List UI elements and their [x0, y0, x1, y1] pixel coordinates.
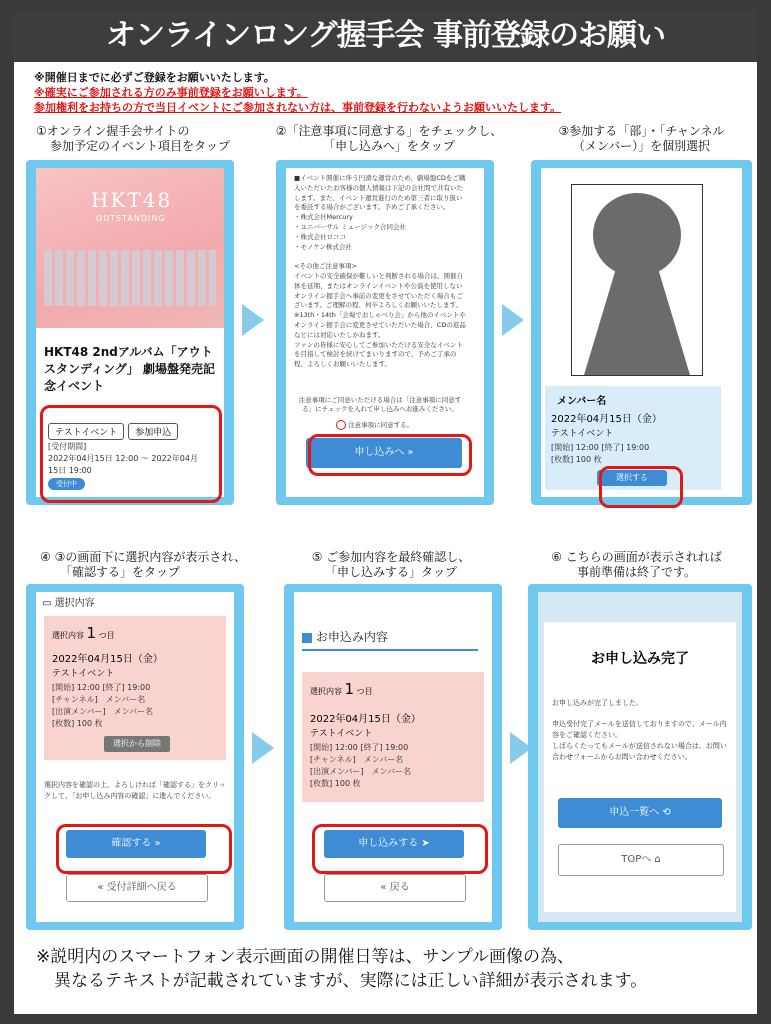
- step3-title-line1: ③参加する「部」・「チャンネル: [558, 124, 725, 138]
- step4-title-line2: 「確認する」をタップ: [60, 565, 181, 579]
- highlight-box: [40, 405, 222, 503]
- step5-title-line2: 「申し込みする」タップ: [324, 565, 457, 579]
- completion-line1: お申し込みが完了しました。: [552, 699, 643, 707]
- member-photo-placeholder: [571, 184, 703, 376]
- selection-num: 1: [86, 624, 97, 642]
- page-title: オンラインロング握手会 事前登録のお願い: [14, 10, 757, 62]
- selection-card: [44, 616, 226, 760]
- notice-list: [34, 70, 744, 115]
- step2-title-line2: 「申し込みへ」をタップ: [323, 139, 455, 153]
- footer-line2: 異なるテキストが記載されていますが、実際には正しい詳細が表示されます。: [54, 971, 648, 991]
- footer-line1: ※説明内のスマートフォン表示画面の開催日等は、サンプル画像の為、: [36, 947, 575, 967]
- apply-next-button[interactable]: 申し込みへ »: [306, 438, 462, 468]
- step3-title-line2: （メンバー）」を個別選択: [572, 139, 711, 153]
- event-name: テストイベント: [551, 429, 614, 439]
- ticket-count: [枚数] 100 枚: [52, 719, 103, 728]
- step2-phone: [276, 160, 494, 505]
- application-header: [302, 628, 478, 651]
- highlight-box: [308, 434, 472, 476]
- completion-message: [552, 698, 728, 763]
- completion-line2: 申込受付完了メールを送信しておりますので、メール内容をご確認ください。: [552, 720, 727, 739]
- selection-num: 1: [344, 680, 355, 698]
- event-name: テストイベント: [52, 669, 115, 679]
- remove-selection-button[interactable]: 選択から削除: [104, 736, 170, 752]
- step4-phone: [26, 584, 244, 930]
- channel: [チャンネル] メンバー名: [52, 695, 146, 704]
- square-icon: [302, 633, 312, 643]
- back-to-details-button[interactable]: « 受付詳細へ戻る: [66, 874, 208, 902]
- step1-title-line2: 参加予定のイベント項目をタップ: [50, 139, 231, 153]
- step1-title-line1: ①オンライン握手会サイトの: [36, 124, 190, 138]
- event-date: 2022年04月15日（金）: [310, 714, 421, 725]
- event-title[interactable]: HKT48 2ndアルバム「アウトスタンディング」 劇場盤発売記念イベント: [44, 345, 215, 393]
- hero-logo: HKT48: [91, 188, 173, 212]
- notice-3: 参加権利をお持ちの方で当日イベントにご参加されない方は、事前登録を行わないようお願いいたします。: [34, 101, 562, 114]
- back-button[interactable]: « 戻る: [324, 874, 466, 902]
- channel: [チャンネル] メンバー名: [310, 755, 404, 764]
- hero-subtitle: OUTSTANDING: [96, 214, 166, 223]
- completion-heading: お申し込み完了: [591, 651, 689, 667]
- highlight-box: [599, 466, 683, 508]
- selection-label: 選択内容: [310, 687, 342, 696]
- tag-test-event: テストイベント: [48, 423, 124, 440]
- notice-2: ※確実にご参加される方のみ事前登録をお願いします。: [34, 86, 308, 99]
- agree-checkbox-label: 注意事項に同意する。: [348, 421, 414, 429]
- selection-suffix: つ目: [98, 631, 115, 640]
- event-name: テストイベント: [310, 729, 373, 739]
- selection-suffix: つ目: [356, 687, 373, 696]
- submit-application-button[interactable]: 申し込みする ➤: [324, 830, 464, 858]
- ticket-count: [枚数] 100 枚: [551, 455, 602, 464]
- select-button[interactable]: 選択する: [597, 470, 667, 486]
- highlight-box: [56, 824, 232, 874]
- event-hero-image[interactable]: [36, 168, 224, 328]
- step6-title: [519, 550, 754, 580]
- step2-title: [264, 124, 514, 154]
- ticket-count: [枚数] 100 枚: [310, 779, 361, 788]
- footer-note: [36, 945, 756, 993]
- confirm-button[interactable]: 確認する »: [66, 830, 206, 858]
- performing-member: [出演メンバー] メンバー名: [52, 707, 154, 716]
- step5-title-line1: ⑤ ご参加内容を最終確認し、: [311, 550, 471, 564]
- performing-member: [出演メンバー] メンバー名: [310, 767, 412, 776]
- step3-phone: [531, 160, 752, 505]
- highlight-box: [312, 824, 488, 874]
- selection-header-label: 選択内容: [54, 598, 95, 609]
- silhouette-icon: [572, 185, 702, 375]
- event-time: [開始] 12:00 [終了] 19:00: [551, 443, 650, 452]
- member-name: メンバー名: [557, 396, 607, 407]
- event-time: [開始] 12:00 [終了] 19:00: [52, 683, 151, 692]
- group-photo: [44, 250, 216, 306]
- notice-text: ■イベント開催に伴う円滑な運営のため、劇場盤CDをご購入いただいたお客様の個人情報は下記の会社間で共有いたします。また、イベント運営進行のため第三者に取り扱いを委託する場合がございます。予めご了承ください。 ・株式会社Mercury ・ユニバーサル ミュージック合同会社 ・株式会社ロココ ・モノケン株式会社 <その他ご注意事項> イベントの安全確保が難しいと判断される場合は、開催自体を延期、またはオンラインイベントや公演を使用しないオンライン握手会へ事前の変更をさせていただく場合もございます。ご理解の程、何卒よろしくお願いいたします。 ※13th・14th「会場でおしゃべり会」から他のイベントやオンライン握手会に変更させていただいた場合、CDの返品などには対応いたしかねます。 ファンの皆様に安心してご参加いただける安全なイベントを目指して検討を続けてまいりますので、予めご了承の程、よろしくお願いいたします。: [294, 174, 466, 369]
- step1-phone: [26, 160, 234, 505]
- agree-instruction: 注意事項にご同意いただける場合は「注意事項に同意する」にチェックを入れて申し込みへお進みください。: [298, 396, 462, 413]
- application-header-label: お申込み内容: [315, 630, 388, 644]
- selection-label: 選択内容: [52, 631, 84, 640]
- selection-number: [310, 680, 373, 698]
- top-page-button[interactable]: TOPへ ⌂: [558, 844, 724, 876]
- step5-phone: [284, 584, 502, 930]
- step5-title: [276, 550, 506, 580]
- step3-screen: [541, 168, 742, 497]
- period-value: 2022年04月15日 12:00 〜 2022年04月15日 19:00: [48, 454, 198, 475]
- next-arrow-icon: [502, 304, 524, 336]
- tag-apply: 参加申込: [128, 423, 178, 440]
- step4-title: [40, 550, 280, 580]
- step6-title-line1: ⑥ こちらの画面が表示されれば: [551, 550, 722, 564]
- event-date: 2022年04月15日（金）: [551, 414, 662, 425]
- agree-checkbox[interactable]: [336, 420, 346, 430]
- confirm-instruction: 選択内容を確認の上、よろしければ「確認する」をクリックして、「お申し込み内容の確認」に進んでください。: [44, 781, 226, 800]
- step6-screen: [538, 592, 742, 922]
- step4-title-line1: ④ ③の画面下に選択内容が表示され、: [40, 550, 247, 564]
- notice-1: ※開催日までに必ずご登録をお願いいたします。: [34, 71, 275, 84]
- next-arrow-icon: [242, 304, 264, 336]
- list-icon: ▭: [42, 598, 52, 609]
- step6-title-line2: 事前準備は終了です。: [576, 565, 697, 579]
- step6-phone: [528, 584, 752, 930]
- event-date: 2022年04月15日（金）: [52, 654, 163, 665]
- completion-card: [544, 622, 736, 912]
- event-time: [開始] 12:00 [終了] 19:00: [310, 743, 409, 752]
- selection-card: [302, 672, 484, 802]
- next-arrow-icon: [252, 732, 274, 764]
- status-badge: 受付中: [48, 478, 85, 490]
- step3-title: [529, 124, 754, 154]
- completion-line3: しばらくたってもメールが送信されない場合は、お問い合わせフォームからお問い合わせください。: [552, 742, 727, 761]
- agree-checkbox-row[interactable]: [336, 420, 413, 430]
- selection-header: [42, 594, 95, 609]
- instruction-sheet: [14, 10, 757, 1014]
- step2-title-line1: ②「注意事項に同意する」をチェックし、: [275, 124, 503, 138]
- selection-number: [52, 624, 115, 642]
- step1-title: [36, 124, 256, 154]
- application-list-button[interactable]: 申込一覧へ ⟲: [558, 798, 722, 828]
- period-label: [受付期間]: [48, 442, 87, 451]
